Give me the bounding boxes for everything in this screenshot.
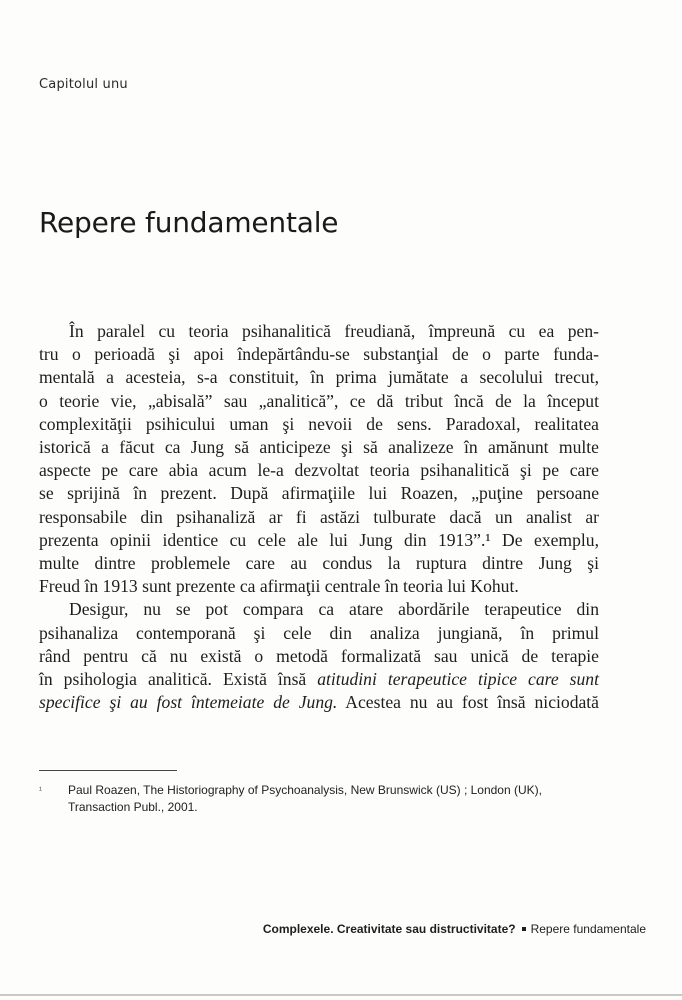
- text-line: tru o perioadă şi apoi îndepărtându-se substanţial de o parte funda-: [39, 344, 599, 365]
- body-text: [39, 320, 599, 714]
- footnote: [39, 782, 599, 816]
- text-line: complexităţii psihicului uman şi nevoii de sens. Paradoxal, realitatea: [39, 413, 599, 434]
- text-line: Desigur, nu se pot compara ca atare abordările terapeutice din: [69, 599, 599, 620]
- footer-book-title: Complexele. Creativitate sau distructivitate?: [262, 922, 516, 936]
- text-line: o teorie vie, „abisală” sau „analitică”, ce dă tribut încă de la început: [39, 390, 599, 411]
- footnote-text-line: Paul Roazen, The Historiography of Psychoanalysis, New Brunswick (US) ; London (UK),: [68, 783, 542, 797]
- footer-separator-icon: [522, 927, 526, 931]
- text-line: rând pentru că nu există o metodă formalizată sau unică de terapie: [39, 645, 599, 666]
- text-line: mentală a acesteia, s-a constituit, în prima jumătate a secolului trecut,: [39, 367, 599, 388]
- text-line: Freud în 1913 sunt prezente ca afirmaţii centrale în teoria lui Kohut.: [39, 576, 519, 597]
- chapter-label: Capitolul unu: [39, 77, 128, 92]
- text-line: psihanaliza contemporană şi cele din analiza jungiană, în primul: [39, 622, 599, 643]
- running-footer: [263, 922, 646, 936]
- text-line: aspecte pe care abia acum le-a dezvoltat teoria psihanalitică şi pe care: [39, 460, 599, 481]
- page-bottom-edge: [0, 994, 682, 996]
- text-line: prezenta opinii identice cu cele ale lui Jung din 1913”.¹ De exemplu,: [39, 529, 599, 550]
- text-line: [39, 691, 599, 714]
- text-run: în psihologia analitică. Există însă: [39, 669, 318, 690]
- chapter-title: Repere fundamentale: [39, 206, 339, 239]
- text-line: istorică a făcut ca Jung să anticipeze şi să analizeze în amănunt multe: [39, 437, 599, 458]
- emphasized-text: atitudini terapeutice tipice care sunt: [317, 669, 599, 690]
- text-line: multe dintre problemele care au condus la ruptura dintre Jung şi: [39, 553, 599, 574]
- footnote-divider: [39, 770, 177, 771]
- text-line: În paralel cu teoria psihanalitică freudiană, împreună cu ea pen-: [69, 321, 599, 341]
- footer-section-title: Repere fundamentale: [530, 922, 646, 936]
- text-line: se sprijină în prezent. După afirmaţiile lui Roazen, „puţine persoane: [39, 483, 599, 504]
- footnote-text-line: Transaction Publ., 2001.: [68, 800, 198, 814]
- text-run: Acestea nu au fost însă niciodată: [337, 692, 599, 713]
- emphasized-text: specifice şi au fost întemeiate de Jung.: [39, 692, 338, 713]
- text-line: responsabile din psihanaliză ar fi astăzi tulburate dacă un analist ar: [39, 506, 599, 527]
- paragraph-1: [39, 320, 599, 598]
- text-line: [39, 668, 599, 691]
- paragraph-2: [39, 598, 599, 714]
- footnote-marker: ¹: [39, 785, 42, 795]
